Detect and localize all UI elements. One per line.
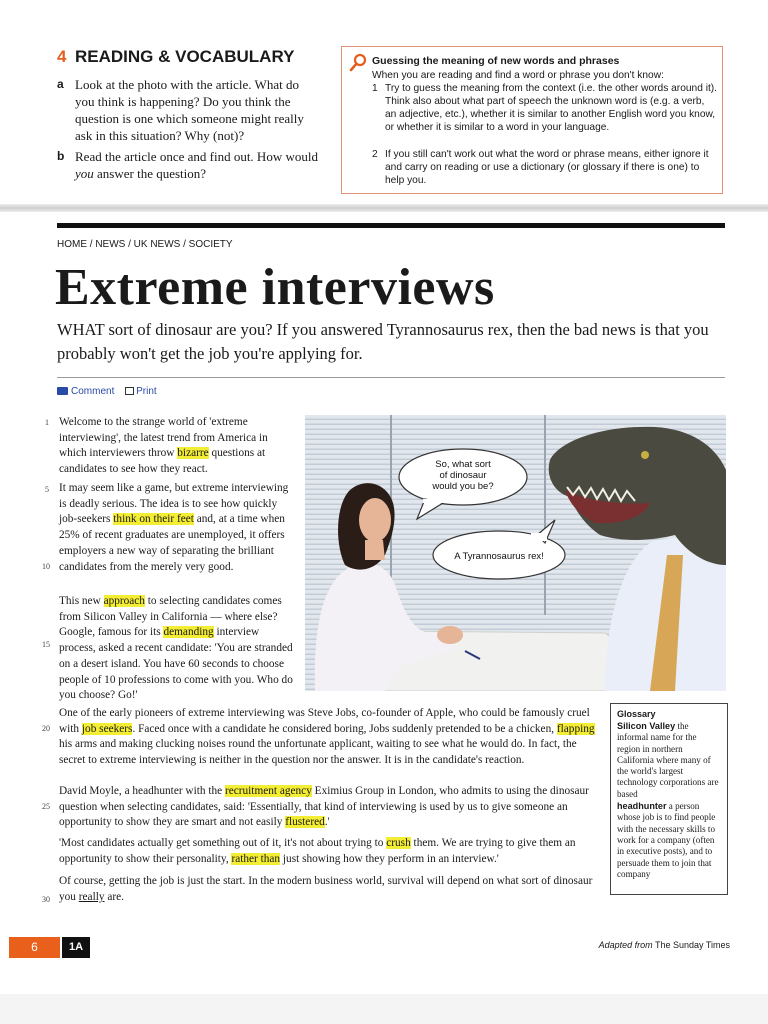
glossary-box <box>610 703 728 895</box>
line-number: 10 <box>42 562 50 571</box>
page-number: 6 <box>9 937 60 958</box>
paragraph-3: This new approach to selecting candidates comes from Silicon Valley in California — where else? Google, famous for its demanding interview process, asked a recent candidate: 'You are stranded on a desert island. You have 60 seconds to choose people of 10 professions to come with you. Who do you choose? Go!' <box>59 595 293 702</box>
article-headline: Extreme interviews <box>55 259 495 316</box>
vocab-highlight: recruitment agency <box>224 785 312 797</box>
paragraph-7: Of course, getting the job is just the start. In the modern business world, survival will depend on what sort of dinosaur you really are. <box>59 875 593 903</box>
speech-bubble-answer: A Tyrannosaurus rex! <box>454 551 544 562</box>
line-number: 20 <box>42 724 50 733</box>
task-a <box>57 76 320 144</box>
speech-bubble-line: So, what sort <box>435 459 491 470</box>
glossary-entry: headhunter a person whose job is to find people with the necessary skills to work for a company (often in executive posts), and to persuade them to join that company <box>617 801 716 879</box>
vocab-highlight: flustered <box>285 816 325 829</box>
tip-title: Guessing the meaning of new words and phrases <box>372 55 620 67</box>
article-tools <box>57 386 157 397</box>
article-top-rule <box>57 223 725 228</box>
line-number: 5 <box>45 485 49 494</box>
paragraph-5: David Moyle, a headhunter with the recruitment agency Eximius Group in London, who admits to using the dinosaur question when selecting candidates, said: 'Essentially, that kind of interviewing is used by us to give someone an opportunity to show they are smart and not easily flustered.' <box>59 785 589 829</box>
next-page-strip <box>0 994 768 1024</box>
article-source: Adapted from The Sunday Times <box>598 940 730 950</box>
tip-item-2: 2 If you still can't work out what the word or phrase means, either ignore it and carry on reading or use a dictionary (or glossary if there is one) to help you. <box>372 149 709 186</box>
speech-bubble-question <box>431 459 493 492</box>
article-rule <box>57 377 725 378</box>
speech-bubble-line: would you be? <box>432 481 494 492</box>
glossary-entry: Silicon Valley the informal name for the region in northern California where many of the world's largest technology corporations are based <box>617 721 719 799</box>
paragraph-1: Welcome to the strange world of 'extreme interviewing', the latest trend from America in which interviewers throw bizarre questions at candidates to see how they react. <box>59 416 268 476</box>
section-title: READING & VOCABULARY <box>75 47 295 66</box>
interview-illustration <box>305 415 726 691</box>
paragraph-6: 'Most candidates actually get something out of it, it's not about trying to crush them. We are trying to give them an opportunity to show their personality, rather than just showing how they perform in an interview.' <box>59 837 576 865</box>
magnifier-icon <box>349 53 367 73</box>
vocab-highlight: rather than <box>231 852 281 865</box>
section-number: 4 <box>57 47 67 66</box>
vocab-highlight: think on their feet <box>113 513 194 526</box>
line-number: 1 <box>45 418 49 427</box>
print-icon[interactable] <box>125 387 134 395</box>
paragraph-2: It may seem like a game, but extreme interviewing is deadly serious. The idea is to see how quickly job-seekers think on their feet and, at a time when 25% of recent graduates are unemployed, it offers employers a new way of separating the brilliant candidates from the merely very good. <box>59 482 289 573</box>
task-a-text: Look at the photo with the article. What do you think is happening? Do you think the question is one which someone might really ask in this situation? Why (not)? <box>75 77 304 143</box>
vocab-highlight: job seekers <box>81 722 133 735</box>
article-standfirst: WHAT sort of dinosaur are you? If you answered Tyrannosaurus rex, then the bad news is that you probably won't get the job you're applying for. <box>57 320 709 363</box>
vocab-highlight: crush <box>386 837 411 849</box>
tip-item-1: 1 Try to guess the meaning from the context (i.e. the other words around it). Think also about what part of speech the unknown word is (e.g. a verb, an adjective, etc.), whether it is similar to another English word you know, or whether it is similar to a word in your language. <box>372 83 718 133</box>
speech-bubble-line: of dinosaur <box>439 470 487 481</box>
vocab-highlight: demanding <box>163 626 214 639</box>
page-divider <box>0 204 768 212</box>
line-number: 15 <box>42 640 50 649</box>
vocab-highlight: approach <box>103 595 145 607</box>
vocab-highlight: flapping <box>556 722 595 735</box>
comment-link[interactable]: Comment <box>71 386 115 397</box>
tip-intro: When you are reading and find a word or phrase you don't know: <box>372 70 664 81</box>
task-a-label: a <box>57 77 64 91</box>
line-number: 25 <box>42 802 50 811</box>
task-b: b Read the article once and find out. How would you answer the question? <box>57 149 318 181</box>
vocab-highlight: bizarre <box>177 447 209 460</box>
glossary-title: Glossary <box>617 709 656 719</box>
comment-icon[interactable] <box>57 387 68 395</box>
unit-label: 1A <box>62 937 90 958</box>
article-photo <box>305 415 726 691</box>
print-link[interactable]: Print <box>136 386 157 397</box>
breadcrumb[interactable]: HOME / NEWS / UK NEWS / SOCIETY <box>57 239 233 250</box>
task-b-label: b <box>57 149 65 163</box>
paragraph-4: One of the early pioneers of extreme interviewing was Steve Jobs, co-founder of Apple, who could be famously cruel with job seekers. Faced once with a candidate he considered boring, Jobs suddenly pretended to be a chicken, flapping his arms and making clucking noises round the unfortunate applicant, waiting to see what he would do. In fact, the secret to extreme interviewing is neither in the question nor the answer. It is in the candidate's reaction. <box>59 707 595 767</box>
line-number: 30 <box>42 895 50 904</box>
